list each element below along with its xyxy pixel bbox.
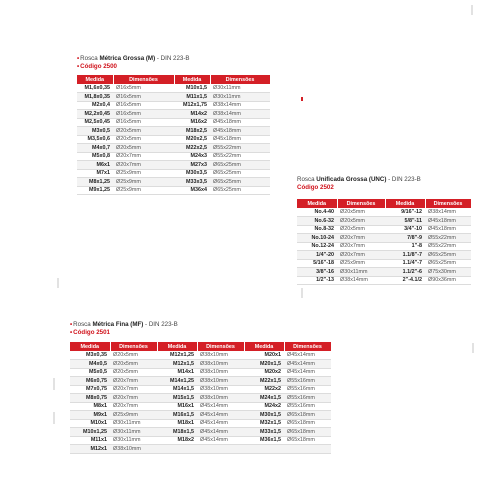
table-row [70,411,331,420]
size-cell: 7/8"-9 [385,234,425,243]
size-cell: 3/4"-10 [385,225,425,234]
section-code: Código 2502 [297,184,334,191]
table-row [77,152,270,161]
size-cell: 1.1/4"-7 [385,259,425,268]
dimension-cell: Ø55x16mm [284,394,331,403]
column-header: Medida [70,342,110,351]
dimension-cell: Ø25x9mm [113,169,174,178]
table-row [70,402,331,411]
table-row [77,186,270,195]
size-cell: M12x1,5 [157,360,197,369]
dimension-cell: Ø65x25mm [425,251,471,260]
size-cell: M12x1,75 [174,101,210,110]
size-cell: M18x1 [157,419,197,428]
table-row [70,385,331,394]
column-header: Dimensões [113,75,174,84]
size-cell: M20x2,5 [174,135,210,144]
dimension-cell: Ø45x18mm [210,118,270,127]
size-cell: M11x1,5 [174,93,210,102]
dimension-cell: Ø30x11mm [210,84,270,93]
dimension-cell [284,445,331,454]
dimension-cell: Ø20x5mm [110,368,157,377]
dimension-cell: Ø65x25mm [425,259,471,268]
dimension-cell: Ø45x14mm [197,419,244,428]
divider-mark [471,5,473,15]
divider-mark [472,343,474,353]
dimension-cell: Ø65x25mm [210,178,270,187]
table-row [70,428,331,437]
table-row [297,276,471,285]
section-code: •Código 2501 [70,329,110,336]
size-cell: M7x1 [77,169,113,178]
dimension-cell: Ø20x7mm [110,394,157,403]
size-cell: M22x1,5 [244,377,284,386]
table-row [70,360,331,369]
table-row [70,436,331,445]
size-cell: No.10-24 [297,234,337,243]
table-row [70,445,331,454]
dimension-cell: Ø16x5mm [113,110,174,119]
table-row [77,84,270,93]
dimension-cell: Ø20x5mm [337,217,385,226]
table-row [297,268,471,277]
dimension-cell: Ø65x25mm [210,169,270,178]
section-code: •Código 2500 [77,63,117,70]
dimension-cell: Ø20x5mm [113,127,174,136]
dimension-cell: Ø25x9mm [113,178,174,187]
size-cell: No.8-32 [297,225,337,234]
size-cell [157,445,197,454]
column-header: Medida [385,199,425,208]
size-cell: M2,2x0,45 [77,110,113,119]
size-cell: No.12-24 [297,242,337,251]
size-cell: M4x0,5 [70,360,110,369]
size-cell: M24x2 [244,402,284,411]
size-cell: M8x1 [70,402,110,411]
column-header: Medida [297,199,337,208]
size-cell: M20x1 [244,351,284,360]
size-cell: M33x1,5 [244,428,284,437]
size-cell: M7x0,75 [70,385,110,394]
section-title: •Rosca Métrica Grossa (M) - DIN 223-B [77,55,190,62]
table-row [77,178,270,187]
table-row [70,351,331,360]
dimension-cell: Ø30x11mm [110,419,157,428]
dimension-cell: Ø30x11mm [337,268,385,277]
size-cell: M8x1,25 [77,178,113,187]
dimension-cell: Ø38x10mm [197,368,244,377]
size-cell: M5x0,5 [70,368,110,377]
size-cell: M20x1,5 [244,360,284,369]
dimension-cell: Ø45x14mm [284,360,331,369]
table-row [297,217,471,226]
size-cell: 9/16"-12 [385,208,425,217]
dimension-cell: Ø38x10mm [197,385,244,394]
dimension-cell: Ø45x14mm [197,402,244,411]
dimension-cell: Ø65x25mm [210,161,270,170]
dimension-cell: Ø20x7mm [337,251,385,260]
size-cell: M4x0,7 [77,144,113,153]
size-cell: M9x1 [70,411,110,420]
dimension-cell: Ø20x7mm [110,402,157,411]
dimension-cell: Ø38x14mm [210,101,270,110]
size-cell: 3/8"-16 [297,268,337,277]
section-title: Rosca Unificada Grossa (UNC) - DIN 223-B [297,176,421,183]
dimension-cell: Ø30x11mm [110,428,157,437]
column-header: Dimensões [110,342,157,351]
dimension-cell: Ø38x14mm [425,208,471,217]
size-cell: M3,5x0,6 [77,135,113,144]
dimension-cell: Ø55x22mm [425,242,471,251]
size-cell: 1.1/2"-6 [385,268,425,277]
table-row [77,161,270,170]
dimension-cell: Ø65x18mm [284,428,331,437]
size-cell: M22x2,5 [174,144,210,153]
column-header: Medida [77,75,113,84]
column-header: Dimensões [210,75,270,84]
metric-fine-section [70,321,332,454]
dimension-cell: Ø30x11mm [110,436,157,445]
dimension-cell: Ø20x7mm [113,161,174,170]
dimension-cell: Ø65x25mm [210,186,270,195]
size-cell: M2x0,4 [77,101,113,110]
column-header: Dimensões [284,342,331,351]
dimension-cell: Ø38x10mm [110,445,157,454]
dimension-cell: Ø45x18mm [425,225,471,234]
size-cell: M18x1,5 [157,428,197,437]
dimension-cell: Ø25x9mm [113,186,174,195]
dimension-cell: Ø25x9mm [110,411,157,420]
dimension-cell: Ø16x5mm [113,93,174,102]
table-row [77,101,270,110]
size-cell: 1/2"-13 [297,276,337,285]
size-cell: 1.1/8"-7 [385,251,425,260]
dimension-cell: Ø20x5mm [110,351,157,360]
dimension-cell: Ø55x22mm [210,144,270,153]
size-cell: 2"-4.1/2 [385,276,425,285]
column-header: Dimensões [337,199,385,208]
dimension-cell: Ø55x16mm [284,402,331,411]
size-cell: M30x1,5 [244,411,284,420]
dimension-cell: Ø20x7mm [110,385,157,394]
dimension-cell: Ø65x18mm [284,419,331,428]
dimension-cell: Ø38x14mm [210,110,270,119]
size-cell: M6x0,75 [70,377,110,386]
dimension-cell: Ø55x16mm [284,377,331,386]
size-cell: M32x1,5 [244,419,284,428]
dimension-cell: Ø16x5mm [113,118,174,127]
table-row [77,144,270,153]
size-cell: M30x3,5 [174,169,210,178]
size-cell: M15x1,5 [157,394,197,403]
size-cell: M16x1,5 [157,411,197,420]
size-cell: M3x0,5 [77,127,113,136]
dimension-cell: Ø16x5mm [113,101,174,110]
table-row [297,251,471,260]
dimension-cell: Ø45x18mm [210,135,270,144]
size-cell: M11x1 [70,436,110,445]
table-row [70,368,331,377]
size-cell: M24x1,5 [244,394,284,403]
column-header: Medida [244,342,284,351]
dimension-cell: Ø65x18mm [284,411,331,420]
section-title: •Rosca Métrica Fina (MF) - DIN 223-B [70,321,178,328]
size-cell: M33x3,5 [174,178,210,187]
accent-mark [301,97,303,101]
table-row [77,118,270,127]
dimension-cell: Ø45x14mm [284,368,331,377]
size-cell: M36x4 [174,186,210,195]
divider-mark [53,412,55,424]
table-row [77,127,270,136]
dimension-cell: Ø30x11mm [210,93,270,102]
dimension-cell [197,445,244,454]
dimension-cell: Ø16x5mm [113,84,174,93]
size-cell: M8x0,75 [70,394,110,403]
size-cell: M20x2 [244,368,284,377]
table-row [70,419,331,428]
size-cell: M18x2 [157,436,197,445]
dimension-cell: Ø25x9mm [337,259,385,268]
table-row [70,377,331,386]
dimension-cell: Ø45x14mm [197,436,244,445]
size-cell [244,445,284,454]
metric-coarse-table [77,75,271,195]
table-row [297,234,471,243]
column-header: Medida [174,75,210,84]
size-cell: M1,6x0,35 [77,84,113,93]
dimension-cell: Ø38x10mm [197,394,244,403]
size-cell: M12x1 [70,445,110,454]
size-cell: M14x1,5 [157,385,197,394]
dimension-cell: Ø90x36mm [425,276,471,285]
dimension-cell: Ø55x22mm [425,234,471,243]
size-cell: 5/16"-18 [297,259,337,268]
table-row [77,135,270,144]
dimension-cell: Ø20x5mm [113,135,174,144]
column-header: Dimensões [197,342,244,351]
size-cell: No.4-40 [297,208,337,217]
dimension-cell: Ø45x14mm [284,351,331,360]
size-cell: M3x0,35 [70,351,110,360]
table-row [297,259,471,268]
dimension-cell: Ø20x5mm [110,360,157,369]
dimension-cell: Ø65x18mm [284,436,331,445]
size-cell: M10x1,25 [70,428,110,437]
dimension-cell: Ø20x5mm [337,208,385,217]
size-cell: M10x1,5 [174,84,210,93]
column-header: Dimensões [425,199,471,208]
size-cell: M12x1,25 [157,351,197,360]
dimension-cell: Ø20x7mm [337,242,385,251]
size-cell: No.6-32 [297,217,337,226]
divider-mark [53,378,55,390]
table-row [297,208,471,217]
dimension-cell: Ø55x22mm [210,152,270,161]
size-cell: M1,8x0,35 [77,93,113,102]
table-row [297,225,471,234]
metric-fine-table [70,342,332,454]
dimension-cell: Ø20x7mm [337,234,385,243]
dimension-cell: Ø55x16mm [284,385,331,394]
table-row [77,93,270,102]
dimension-cell: Ø38x14mm [337,276,385,285]
dimension-cell: Ø45x18mm [425,217,471,226]
dimension-cell: Ø45x18mm [210,127,270,136]
dimension-cell: Ø20x5mm [337,225,385,234]
dimension-cell: Ø38x10mm [197,351,244,360]
table-row [297,242,471,251]
dimension-cell: Ø20x7mm [113,152,174,161]
dimension-cell: Ø38x10mm [197,360,244,369]
size-cell: M22x2 [244,385,284,394]
size-cell: M36x1,5 [244,436,284,445]
size-cell: M6x1 [77,161,113,170]
column-header: Medida [157,342,197,351]
dimension-cell: Ø45x14mm [197,428,244,437]
dimension-cell: Ø38x10mm [197,377,244,386]
size-cell: 1"-8 [385,242,425,251]
size-cell: M24x3 [174,152,210,161]
dimension-cell: Ø75x30mm [425,268,471,277]
size-cell: 5/8"-11 [385,217,425,226]
size-cell: M9x1,25 [77,186,113,195]
size-cell: M14x1,25 [157,377,197,386]
size-cell: M16x2 [174,118,210,127]
dimension-cell: Ø20x7mm [110,377,157,386]
size-cell: M27x3 [174,161,210,170]
size-cell: M18x2,5 [174,127,210,136]
table-row [77,169,270,178]
size-cell: 1/4"-20 [297,251,337,260]
size-cell: M14x1 [157,368,197,377]
divider-mark [301,288,303,298]
divider-mark [57,278,59,288]
size-cell: M10x1 [70,419,110,428]
table-row [70,394,331,403]
size-cell: M5x0,8 [77,152,113,161]
metric-coarse-section [77,55,271,195]
unified-coarse-table [297,199,472,285]
size-cell: M14x2 [174,110,210,119]
dimension-cell: Ø45x14mm [197,411,244,420]
unified-coarse-section [297,176,472,285]
dimension-cell: Ø20x5mm [113,144,174,153]
table-row [77,110,270,119]
size-cell: M16x1 [157,402,197,411]
size-cell: M2,5x0,45 [77,118,113,127]
